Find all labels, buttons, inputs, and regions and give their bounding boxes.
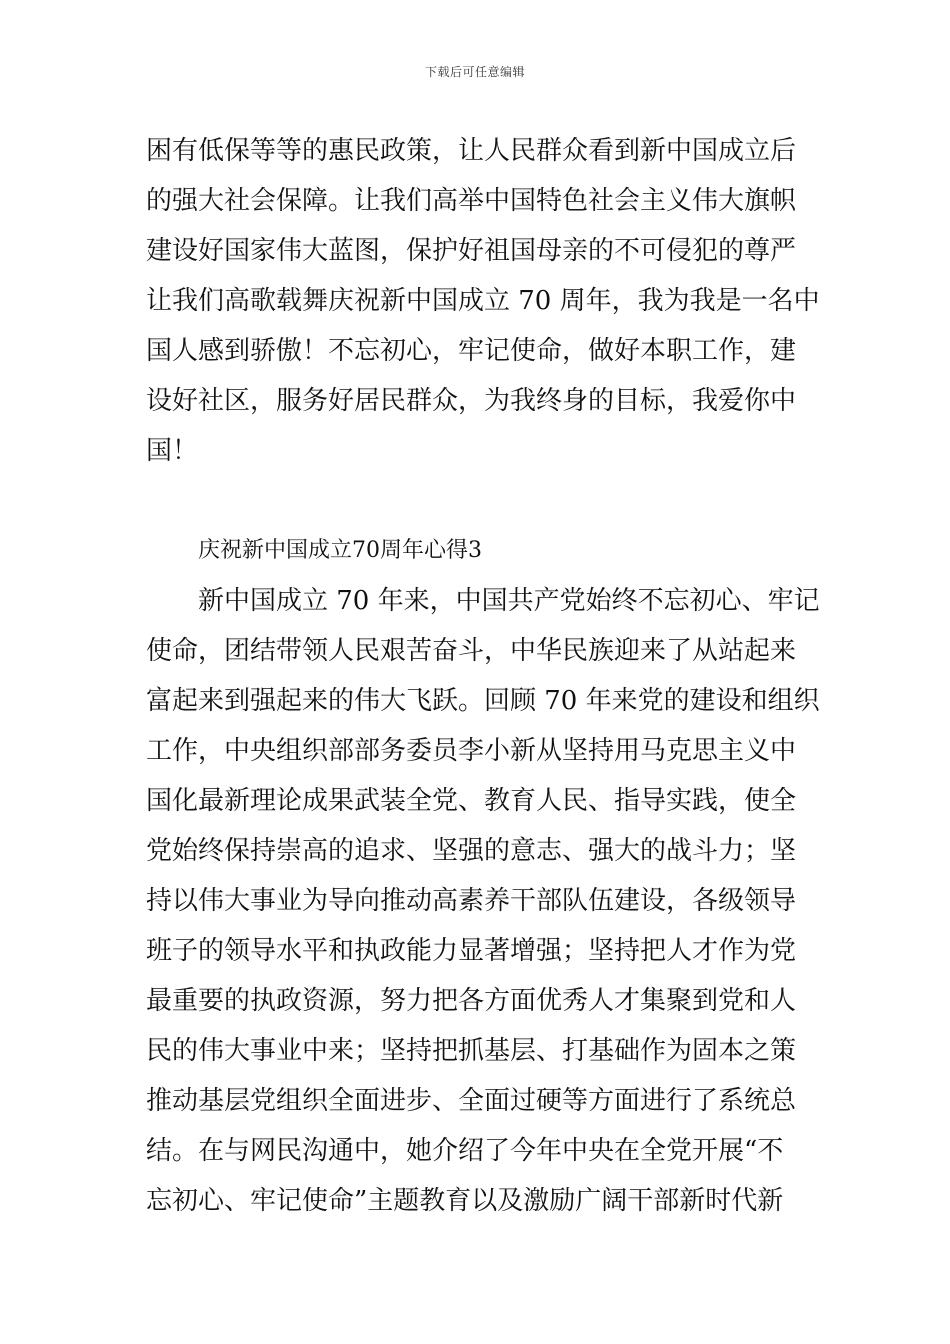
text-line: 班子的领导水平和执政能力显著增强；坚持把人才作为党 (146, 936, 797, 966)
text-line: 国！ (146, 436, 199, 466)
text-line: 国化最新理论成果武装全党、教育人民、指导实践，使全 (146, 786, 797, 816)
text-line: 设好社区，服务好居民群众，为我终身的目标，我爱你中 (146, 386, 797, 416)
text-line: 的强大社会保障。让我们高举中国特色社会主义伟大旗帜 (146, 186, 797, 216)
text-line: 结。在与网民沟通中，她介绍了今年中央在全党开展“不 (146, 1136, 784, 1166)
header-note: 下载后可任意编辑 (424, 65, 525, 79)
paragraph-2 (146, 576, 826, 1226)
text-line: 工作，中央组织部部务委员李小新从坚持用马克思主义中 (146, 736, 797, 766)
text-line: 使命，团结带领人民艰苦奋斗，中华民族迎来了从站起来 (146, 636, 797, 666)
text-line: 最重要的执政资源，努力把各方面优秀人才集聚到党和人 (146, 986, 797, 1016)
text-line: 推动基层党组织全面进步、全面过硬等方面进行了系统总 (146, 1086, 797, 1116)
text-line: 新中国成立 70 年来，中国共产党始终不忘初心、牢记 (198, 586, 820, 616)
section-heading: 庆祝新中国成立70周年心得3 (198, 538, 482, 563)
text-line: 国人感到骄傲！不忘初心，牢记使命，做好本职工作，建 (146, 336, 797, 366)
text-line: 党始终保持崇高的追求、坚强的意志、强大的战斗力；坚 (146, 836, 797, 866)
text-line: 民的伟大事业中来；坚持把抓基层、打基础作为固本之策 (146, 1036, 797, 1066)
text-line: 持以伟大事业为导向推动高素养干部队伍建设，各级领导 (146, 886, 797, 916)
text-line: 富起来到强起来的伟大飞跃。回顾 70 年来党的建设和组织 (146, 686, 820, 716)
text-line: 建设好国家伟大蓝图，保护好祖国母亲的不可侵犯的尊严 (146, 236, 797, 266)
paragraph-1 (146, 126, 826, 476)
paragraph-gap (146, 476, 826, 526)
document-body (146, 126, 826, 1226)
text-line: 让我们高歌载舞庆祝新中国成立 70 周年，我为我是一名中 (146, 286, 820, 316)
text-line: 困有低保等等的惠民政策，让人民群众看到新中国成立后 (146, 136, 797, 166)
text-line: 忘初心、牢记使命”主题教育以及激励广阔干部新时代新 (146, 1186, 784, 1216)
